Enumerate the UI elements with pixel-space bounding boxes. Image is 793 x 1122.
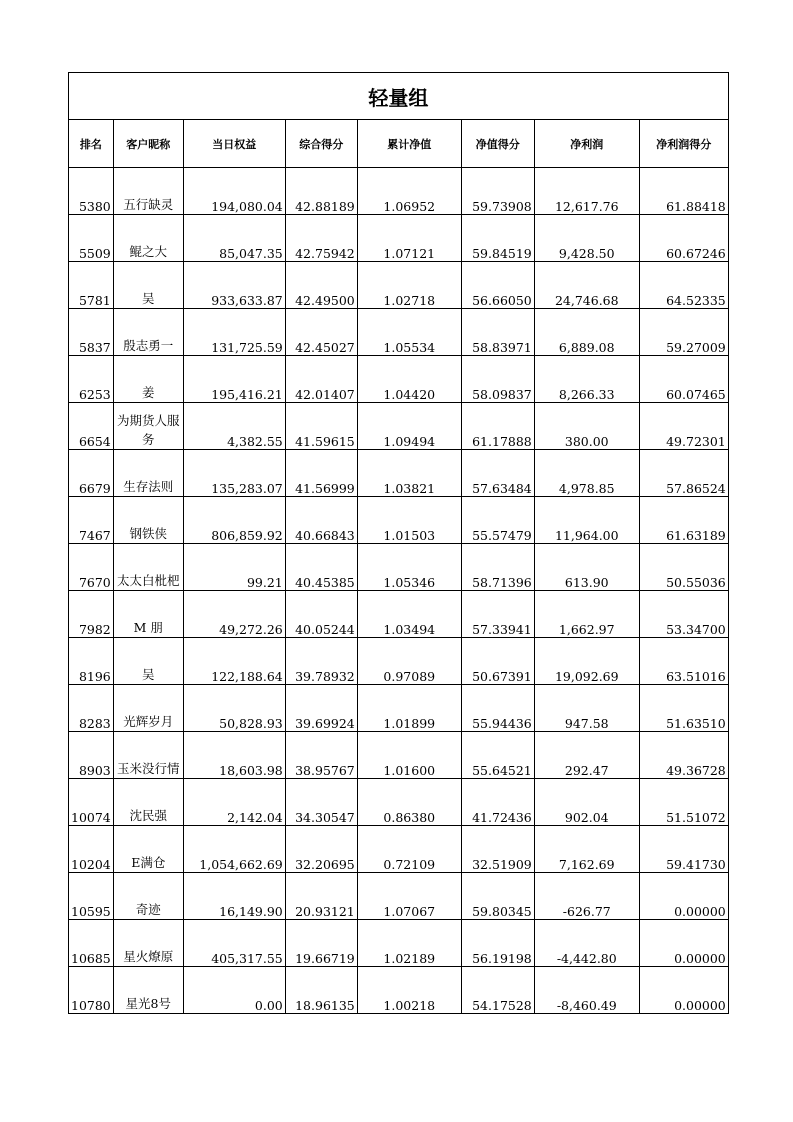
cell-profit: 947.58: [534, 685, 639, 732]
ranking-table: [68, 72, 729, 1014]
table-row: [69, 920, 729, 967]
cell-nav: 1.01899: [357, 685, 461, 732]
table-row: [69, 309, 729, 356]
cell-nav-score: 61.17888: [461, 403, 534, 450]
cell-equity: 99.21: [183, 544, 285, 591]
cell-profit: -8,460.49: [534, 967, 639, 1014]
cell-score: 39.69924: [285, 685, 357, 732]
cell-profit: 6,889.08: [534, 309, 639, 356]
cell-profit-score: 61.63189: [639, 497, 728, 544]
cell-profit-score: 51.63510: [639, 685, 728, 732]
cell-profit-score: 49.36728: [639, 732, 728, 779]
cell-equity: 1,054,662.69: [183, 826, 285, 873]
cell-nav-score: 59.73908: [461, 168, 534, 215]
cell-rank: 8283: [69, 685, 114, 732]
cell-score: 42.88189: [285, 168, 357, 215]
cell-score: 34.30547: [285, 779, 357, 826]
cell-equity: 195,416.21: [183, 356, 285, 403]
cell-score: 40.05244: [285, 591, 357, 638]
table-row: [69, 732, 729, 779]
cell-nickname: 生存法则: [113, 450, 183, 497]
cell-rank: 6679: [69, 450, 114, 497]
cell-equity: 194,080.04: [183, 168, 285, 215]
cell-nav-score: 58.83971: [461, 309, 534, 356]
cell-profit: 11,964.00: [534, 497, 639, 544]
cell-nickname: E满仓: [113, 826, 183, 873]
cell-rank: 8903: [69, 732, 114, 779]
cell-profit: 292.47: [534, 732, 639, 779]
cell-equity: 0.00: [183, 967, 285, 1014]
table-row: [69, 967, 729, 1014]
table-title: 轻量组: [69, 73, 729, 120]
cell-profit-score: 0.00000: [639, 967, 728, 1014]
cell-profit-score: 63.51016: [639, 638, 728, 685]
cell-nav: 1.09494: [357, 403, 461, 450]
cell-profit: -4,442.80: [534, 920, 639, 967]
cell-nickname: 五行缺灵: [113, 168, 183, 215]
cell-profit-score: 64.52335: [639, 262, 728, 309]
cell-nav: 0.97089: [357, 638, 461, 685]
cell-profit-score: 61.88418: [639, 168, 728, 215]
cell-score: 38.95767: [285, 732, 357, 779]
cell-nav-score: 41.72436: [461, 779, 534, 826]
cell-nav: 1.07067: [357, 873, 461, 920]
cell-nickname: M 朋: [113, 591, 183, 638]
cell-rank: 5509: [69, 215, 114, 262]
header-nav: 累计净值: [357, 120, 461, 168]
cell-nickname: 星光8号: [113, 967, 183, 1014]
cell-rank: 6654: [69, 403, 114, 450]
cell-equity: 4,382.55: [183, 403, 285, 450]
cell-nav: 1.07121: [357, 215, 461, 262]
cell-score: 42.45027: [285, 309, 357, 356]
cell-profit: 24,746.68: [534, 262, 639, 309]
header-profit: 净利润: [534, 120, 639, 168]
cell-rank: 5837: [69, 309, 114, 356]
cell-equity: 85,047.35: [183, 215, 285, 262]
cell-profit: 4,978.85: [534, 450, 639, 497]
cell-nav-score: 55.94436: [461, 685, 534, 732]
cell-score: 42.49500: [285, 262, 357, 309]
cell-nav: 0.72109: [357, 826, 461, 873]
table-row: [69, 403, 729, 450]
cell-score: 41.56999: [285, 450, 357, 497]
cell-equity: 135,283.07: [183, 450, 285, 497]
cell-score: 41.59615: [285, 403, 357, 450]
cell-nav-score: 59.80345: [461, 873, 534, 920]
table-row: [69, 685, 729, 732]
cell-nickname: 钢铁侠: [113, 497, 183, 544]
header-nickname: 客户昵称: [113, 120, 183, 168]
cell-profit: 380.00: [534, 403, 639, 450]
cell-profit-score: 60.67246: [639, 215, 728, 262]
table-row: [69, 591, 729, 638]
cell-equity: 2,142.04: [183, 779, 285, 826]
cell-profit-score: 49.72301: [639, 403, 728, 450]
cell-score: 40.66843: [285, 497, 357, 544]
cell-profit: 902.04: [534, 779, 639, 826]
cell-nav: 1.03821: [357, 450, 461, 497]
cell-equity: 16,149.90: [183, 873, 285, 920]
header-row: [69, 120, 729, 168]
cell-profit-score: 51.51072: [639, 779, 728, 826]
cell-profit: 613.90: [534, 544, 639, 591]
cell-rank: 10204: [69, 826, 114, 873]
cell-nickname: 光辉岁月: [113, 685, 183, 732]
cell-profit-score: 60.07465: [639, 356, 728, 403]
cell-rank: 10595: [69, 873, 114, 920]
table-row: [69, 779, 729, 826]
cell-score: 32.20695: [285, 826, 357, 873]
cell-nav-score: 56.66050: [461, 262, 534, 309]
header-rank: 排名: [69, 120, 114, 168]
cell-score: 42.01407: [285, 356, 357, 403]
cell-equity: 405,317.55: [183, 920, 285, 967]
cell-nav-score: 57.33941: [461, 591, 534, 638]
table-row: [69, 262, 729, 309]
cell-profit-score: 59.41730: [639, 826, 728, 873]
table-row: [69, 168, 729, 215]
cell-profit-score: 53.34700: [639, 591, 728, 638]
header-profit-score: 净利润得分: [639, 120, 728, 168]
cell-rank: 8196: [69, 638, 114, 685]
table-row: [69, 356, 729, 403]
cell-nickname: 玉米没行情: [113, 732, 183, 779]
cell-nickname: 为期货人服务: [113, 403, 183, 450]
cell-profit-score: 0.00000: [639, 920, 728, 967]
header-equity: 当日权益: [183, 120, 285, 168]
cell-profit: 1,662.97: [534, 591, 639, 638]
cell-score: 40.45385: [285, 544, 357, 591]
cell-nickname: 吴: [113, 262, 183, 309]
cell-nav: 1.05346: [357, 544, 461, 591]
cell-profit: 8,266.33: [534, 356, 639, 403]
cell-rank: 5781: [69, 262, 114, 309]
table-row: [69, 873, 729, 920]
cell-nav-score: 55.57479: [461, 497, 534, 544]
cell-score: 42.75942: [285, 215, 357, 262]
cell-equity: 18,603.98: [183, 732, 285, 779]
cell-nav: 1.01600: [357, 732, 461, 779]
cell-nav: 1.02189: [357, 920, 461, 967]
cell-equity: 122,188.64: [183, 638, 285, 685]
cell-rank: 7467: [69, 497, 114, 544]
table-row: [69, 826, 729, 873]
cell-equity: 50,828.93: [183, 685, 285, 732]
cell-nav-score: 55.64521: [461, 732, 534, 779]
cell-rank: 5380: [69, 168, 114, 215]
cell-nav: 1.01503: [357, 497, 461, 544]
cell-profit-score: 59.27009: [639, 309, 728, 356]
cell-score: 20.93121: [285, 873, 357, 920]
cell-rank: 7670: [69, 544, 114, 591]
cell-score: 19.66719: [285, 920, 357, 967]
cell-nickname: 星火燎原: [113, 920, 183, 967]
cell-nav-score: 54.17528: [461, 967, 534, 1014]
table-row: [69, 497, 729, 544]
cell-rank: 10780: [69, 967, 114, 1014]
cell-nav: 1.03494: [357, 591, 461, 638]
cell-rank: 10074: [69, 779, 114, 826]
cell-nav-score: 50.67391: [461, 638, 534, 685]
cell-rank: 10685: [69, 920, 114, 967]
cell-nickname: 鲲之大: [113, 215, 183, 262]
table-body: [69, 168, 729, 1014]
cell-rank: 6253: [69, 356, 114, 403]
cell-nickname: 沈民强: [113, 779, 183, 826]
cell-profit: 19,092.69: [534, 638, 639, 685]
cell-nav: 1.02718: [357, 262, 461, 309]
cell-nav: 1.06952: [357, 168, 461, 215]
cell-nav: 0.86380: [357, 779, 461, 826]
table-row: [69, 215, 729, 262]
cell-rank: 7982: [69, 591, 114, 638]
cell-equity: 49,272.26: [183, 591, 285, 638]
cell-nickname: 吴: [113, 638, 183, 685]
cell-nav-score: 57.63484: [461, 450, 534, 497]
table-row: [69, 544, 729, 591]
cell-profit-score: 57.86524: [639, 450, 728, 497]
cell-profit: 7,162.69: [534, 826, 639, 873]
header-nav-score: 净值得分: [461, 120, 534, 168]
cell-nav-score: 58.71396: [461, 544, 534, 591]
cell-profit: -626.77: [534, 873, 639, 920]
cell-profit: 12,617.76: [534, 168, 639, 215]
cell-score: 18.96135: [285, 967, 357, 1014]
cell-nav-score: 58.09837: [461, 356, 534, 403]
cell-profit-score: 0.00000: [639, 873, 728, 920]
cell-nav-score: 59.84519: [461, 215, 534, 262]
cell-profit: 9,428.50: [534, 215, 639, 262]
cell-nickname: 奇迹: [113, 873, 183, 920]
cell-nav: 1.04420: [357, 356, 461, 403]
cell-equity: 806,859.92: [183, 497, 285, 544]
cell-equity: 933,633.87: [183, 262, 285, 309]
cell-nickname: 太太白枇杷: [113, 544, 183, 591]
table-row: [69, 450, 729, 497]
cell-nav-score: 32.51909: [461, 826, 534, 873]
cell-profit-score: 50.55036: [639, 544, 728, 591]
cell-score: 39.78932: [285, 638, 357, 685]
cell-nickname: 姜: [113, 356, 183, 403]
table-row: [69, 638, 729, 685]
cell-nav-score: 56.19198: [461, 920, 534, 967]
cell-nav: 1.05534: [357, 309, 461, 356]
cell-nav: 1.00218: [357, 967, 461, 1014]
cell-nickname: 殷志勇一: [113, 309, 183, 356]
cell-equity: 131,725.59: [183, 309, 285, 356]
header-score: 综合得分: [285, 120, 357, 168]
